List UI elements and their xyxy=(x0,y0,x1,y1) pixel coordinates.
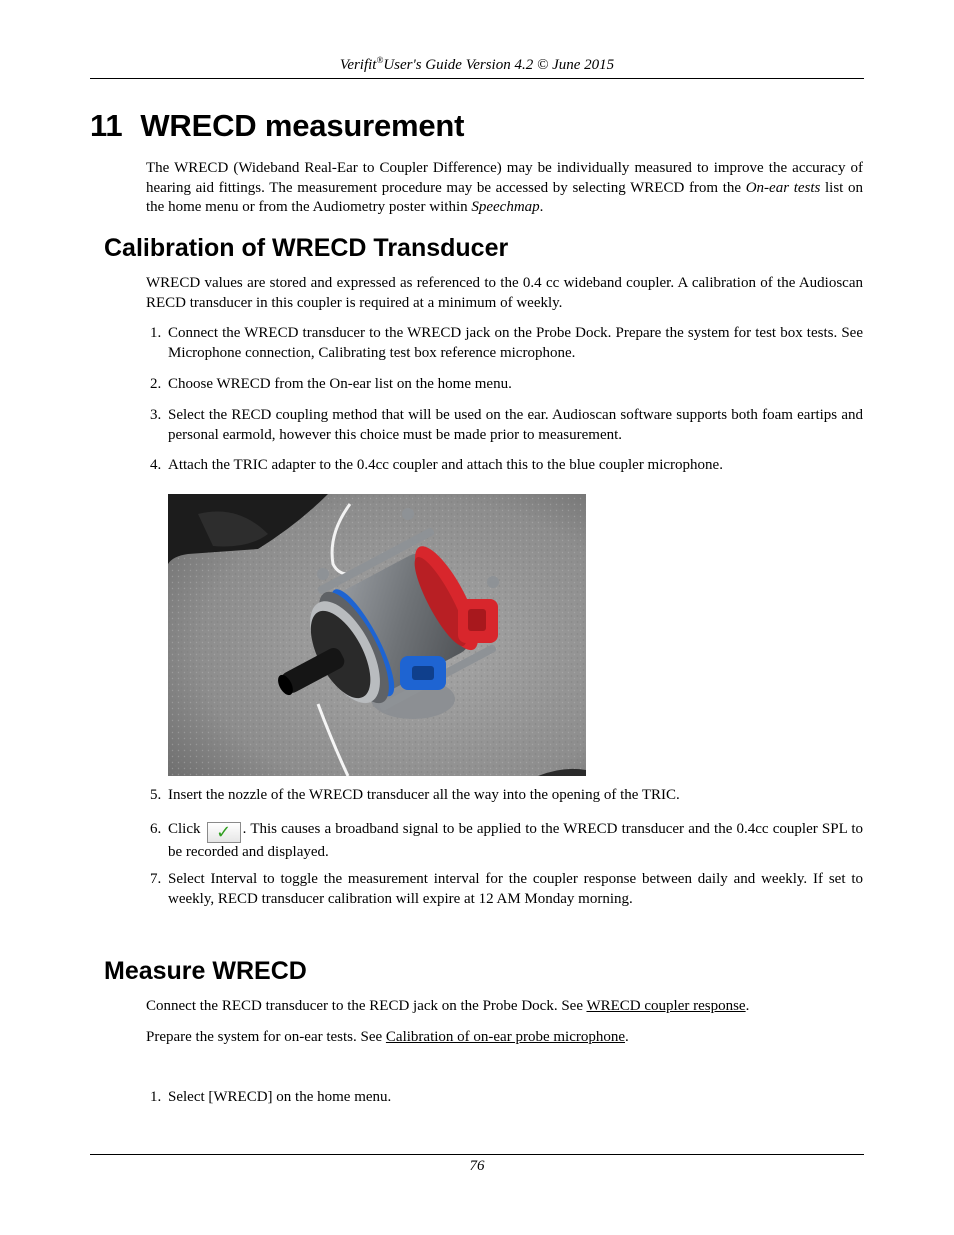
list-text: Select the RECD coupling method that will be used on the ear. Audioscan software supports both foam eartips and personal earmold, however this choice must be made prior to measurement. xyxy=(168,407,863,443)
tric-adapter-illustration xyxy=(168,494,586,776)
intro-text: The WRECD (Wideband Real-Ear to Coupler Difference) may be individually measured to improve the accuracy of hearing aid fittings. The measurement procedure may be accessed by selecting WRECD from the xyxy=(146,160,863,196)
intro-emphasis-speechmap: Speechmap xyxy=(471,199,540,215)
list-number: 4. xyxy=(150,457,162,473)
list-item xyxy=(146,456,863,476)
paragraph-text: Prepare the system for on-ear tests. See xyxy=(146,1029,386,1045)
link-wrecd-coupler-response[interactable]: WRECD coupler response xyxy=(586,998,746,1014)
list-text-post: . This causes a broadband signal to be applied to the WRECD transducer and the 0.4cc coupler SPL to be recorded and displayed. xyxy=(168,821,864,860)
paragraph-text: Connect the RECD transducer to the RECD jack on the Probe Dock. See xyxy=(146,998,587,1014)
list-text xyxy=(168,820,863,863)
paragraph-text: . xyxy=(625,1029,629,1045)
chapter-title xyxy=(90,108,464,144)
list-number: 2. xyxy=(150,376,162,392)
measure-paragraph-2 xyxy=(146,1028,863,1048)
header-rest: User's Guide Version 4.2 © June 2015 xyxy=(383,57,615,73)
list-number: 5. xyxy=(150,787,162,803)
header-brand: Verifit xyxy=(339,57,377,73)
section-heading-calibration: Calibration of WRECD Transducer xyxy=(104,234,509,262)
intro-emphasis-on-ear-tests: On-ear tests xyxy=(745,179,821,196)
list-item xyxy=(146,870,863,909)
list-item xyxy=(146,324,863,363)
header-registered-mark: ® xyxy=(376,55,384,65)
link-calibration-on-ear-probe-microphone[interactable]: Calibration of on-ear probe microphone xyxy=(385,1029,626,1045)
list-text: Insert the nozzle of the WRECD transducer all the way into the opening of the TRIC. xyxy=(168,787,680,803)
measure-paragraph-1 xyxy=(146,997,863,1017)
chapter-title-text: WRECD measurement xyxy=(140,108,465,143)
list-text-pre: Click xyxy=(168,821,205,837)
list-number: 6. xyxy=(150,821,162,837)
list-text: Connect the WRECD transducer to the WRECD jack on the Probe Dock. Prepare the system for test box tests. See Microphone connection, Calibrating test box reference microphone. xyxy=(168,325,863,361)
section-heading-measure: Measure WRECD xyxy=(104,957,307,985)
tric-adapter-photo xyxy=(168,494,586,776)
list-text: Attach the TRIC adapter to the 0.4cc coupler and attach this to the blue coupler microphone. xyxy=(168,457,723,473)
footer-rule xyxy=(90,1154,864,1155)
list-text: Select [WRECD] on the home menu. xyxy=(168,1089,392,1105)
list-number: 3. xyxy=(150,407,162,423)
list-item xyxy=(146,375,863,395)
chapter-number: 11 xyxy=(90,108,123,143)
paragraph-text: . xyxy=(745,998,750,1014)
list-item xyxy=(146,786,863,806)
page-number: 76 xyxy=(469,1158,485,1174)
running-header xyxy=(90,55,864,74)
list-item xyxy=(146,406,863,445)
list-number: 1. xyxy=(150,325,162,341)
list-text: Select Interval to toggle the measurement interval for the coupler response between daily and weekly. If set to weekly, RECD transducer calibration will expire at 12 AM Monday morning. xyxy=(168,871,863,907)
list-text: Choose WRECD from the On-ear list on the home menu. xyxy=(168,376,512,392)
intro-text: . xyxy=(539,199,544,215)
checkmark-icon[interactable]: ✓ xyxy=(207,822,241,843)
list-item xyxy=(146,1088,863,1108)
list-number: 1. xyxy=(150,1089,162,1105)
header-rule xyxy=(90,78,864,79)
chapter-intro xyxy=(146,159,863,218)
list-item xyxy=(146,820,863,863)
intro-text: list on the home menu or from the Audiometry poster within xyxy=(146,179,863,215)
calibration-intro: WRECD values are stored and expressed as referenced to the 0.4 cc wideband coupler. A calibration of the Audioscan RECD transducer in this coupler is required at a minimum of weekly. xyxy=(146,275,863,311)
list-number: 7. xyxy=(150,871,162,887)
